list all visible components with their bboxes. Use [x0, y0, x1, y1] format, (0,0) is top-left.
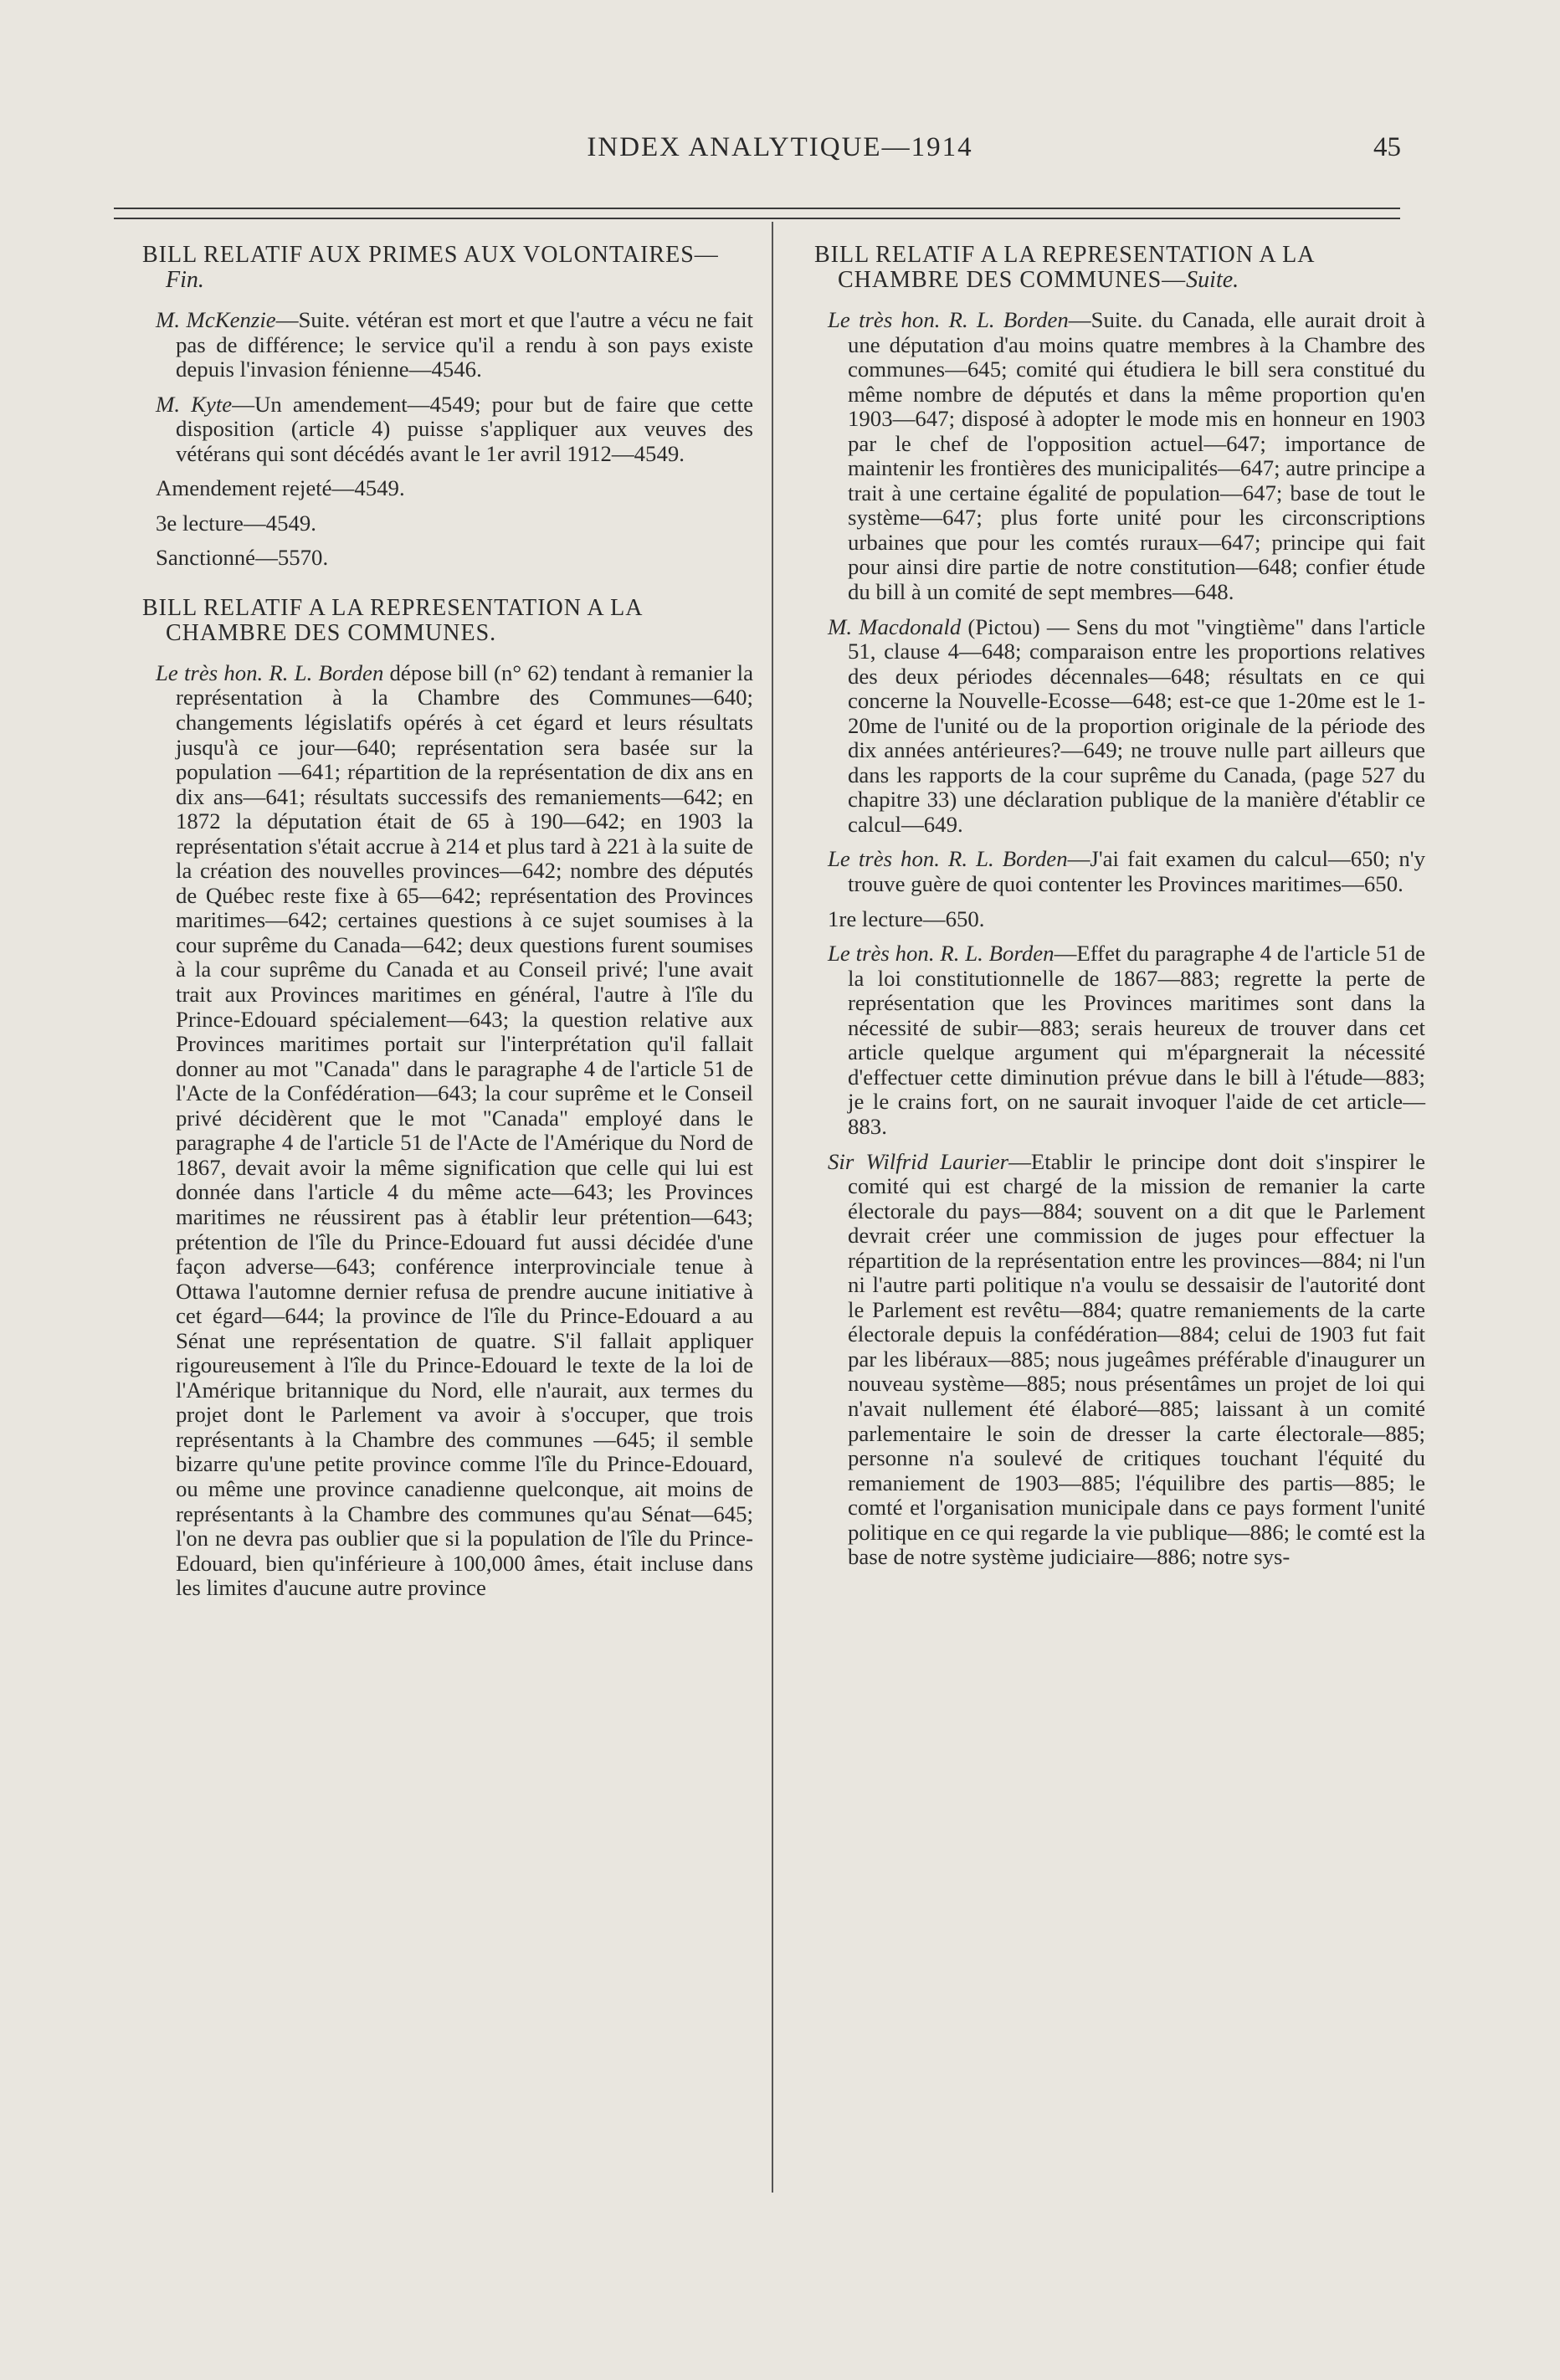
index-entry: [142, 308, 753, 382]
index-entry: [814, 308, 1425, 605]
index-entry: [814, 1150, 1425, 1570]
index-entry: [814, 615, 1425, 838]
header-rule: [114, 208, 1400, 219]
entry-text: —Effet du paragraphe 4 de l'article 51 de la loi constitutionnelle de 1867—883; regrette la perte de représentation que les Provinces maritimes sont dans la nécessité de subir—883; serais heureux de trouver dans cet article quelque argument qui m'épargnerait la nécessité d'effectuer cette diminution prévue dans le bill à l'étude—883; je le crains fort, on ne saurait invoquer l'aide de cet article—883.: [848, 941, 1425, 1139]
index-entry: [142, 476, 753, 501]
section-heading: [814, 243, 1425, 293]
left-column: [142, 243, 753, 1601]
page-number: 45: [1373, 132, 1401, 162]
speaker-name: Sir Wilfrid Laurier: [828, 1148, 1009, 1174]
entry-text: —Un amendement—4549; pour but de faire que cette disposition (article 4) puisse s'appliquer aux veuves des vétérans qui sont décédés avant le 1er avril 1912—4549.: [176, 391, 753, 466]
entry-text: 3e lecture—4549.: [156, 510, 316, 536]
speaker-name: Le très hon. R. L. Borden: [828, 941, 1055, 967]
entry-text: (Pictou) — Sens du mot "vingtième" dans l'article 51, clause 4—648; comparaison entre les proportions relatives des deux périodes décennales—648; résultats en ce qui concerne la Nouvelle-Ecosse—648; est-ce que 1-20me est le 1-20me de l'unité ou de la proportion originale de la période des dix années antérieures?—649; ne trouve nulle part ailleurs que dans les rapports de la cour suprême du Canada, (page 527 du chapitre 33) une déclaration publique de la manière d'établir ce calcul—649.: [848, 613, 1425, 837]
speaker-name: Le très hon. R. L. Borden: [156, 659, 384, 685]
running-head: [0, 132, 1560, 174]
index-entry: [142, 511, 753, 536]
section-heading: [142, 243, 753, 293]
section-heading-text: BILL RELATIF A LA REPRESENTATION A LA CHAMBRE DES COMMUNES.: [142, 594, 642, 646]
speaker-name: M. McKenzie: [156, 307, 276, 332]
entry-text: —Suite. vétéran est mort et que l'autre a vécu ne fait pas de différence; le service qu'il a rendu à son pays existe depuis l'invasion fénienne—4546.: [176, 307, 753, 382]
section-heading: [142, 596, 753, 646]
entry-text: dépose bill (n° 62) tendant à remanier la représentation à la Chambre des Communes—640; changements législatifs opérés à cet égard et leurs résultats jusqu'à ce jour—640; représentation sera basée sur la population —641; répartition de la représentation de dix ans en dix ans—641; résultats successifs des remaniements—642; en 1872 la députation était de 65 à 190—642; en 1903 la représentation s'était accrue à 214 et plus tard à 221 à la suite de la création des nouvelles provinces—642; nombre des députés de Québec reste fixe à 65—642; représentation des Provinces maritimes—642; certaines questions à ce sujet soumises à la cour suprême du Canada—642; deux questions furent soumises à la cour suprême du Canada et au Conseil privé; l'une avait trait aux Provinces maritimes en général, l'autre à l'île du Prince-Edouard spécialement—643; la question relative aux Provinces maritimes portait sur l'interprétation qu'il fallait donner au mot "Canada" dans le paragraphe 4 de l'article 51 de l'Acte de la Confédération—643; la cour suprême et le Conseil privé décidèrent que le mot "Canada" employé dans le paragraphe 4 de l'article 51 de l'Acte de l'Amérique du Nord de 1867, devait avoir la même signification que celle qui lui est donnée dans l'article 4 du même acte—643; les Provinces maritimes ne réussirent pas à établir leur prétention—643; prétention de l'île du Prince-Edouard fut aussi décidée d'une façon adverse—643; conférence interprovinciale tenue à Ottawa l'automne dernier refusa de prendre aucune initiative à cet égard—644; la province de l'île du Prince-Edouard a au Sénat une représentation de quatre. S'il fallait appliquer rigoureusement à l'île du Prince-Edouard le texte de la loi de l'Amérique britannique du Nord, elle n'aurait, aux termes du projet dont le Parlement va avoir à s'occuper, que trois représentants à la Chambre des communes —645; il semble bizarre qu'une petite province comme l'île du Prince-Edouard, ou même une province canadienne quelconque, ait moins de représentants à la Chambre des communes qu'au Sénat—645; l'on ne devra pas oublier que si la population de l'île du Prince-Edouard, bien qu'inférieure à 100,000 âmes, était incluse dans les limites d'aucune autre province: [176, 659, 753, 1601]
section-heading-continuation: Suite.: [1186, 267, 1239, 293]
section-heading-text: BILL RELATIF AUX PRIMES AUX VOLONTAIRES—: [142, 242, 719, 268]
speaker-name: Le très hon. R. L. Borden: [828, 846, 1068, 872]
index-entry: [814, 847, 1425, 896]
section-heading-continuation: Fin.: [166, 267, 204, 293]
entry-text: 1re lecture—650.: [828, 905, 985, 931]
index-entry: [142, 546, 753, 571]
entry-text: Amendement rejeté—4549.: [156, 475, 405, 501]
speaker-name: M. Macdonald: [828, 613, 962, 639]
index-entry: [142, 392, 753, 467]
column-divider: [772, 222, 773, 2193]
entry-text: —Suite. du Canada, elle aurait droit à une députation d'au moins quatre membres à la Chambre des communes—645; comité qui étudiera le bill sera constitué du même nombre de députés et dans la même proportion qu'en 1903—647; disposé à adopter le mode mis en honneur en 1903 par le chef de l'opposition actuel—647; importance de maintenir les frontières des municipalités—647; autre principe a trait à une certaine égalité de population—647; base de tout le système—647; plus forte unité pour les circonscriptions urbaines que pour les comtés ruraux—647; principe qui fait pour ainsi dire partie de notre constitution—648; confier étude du bill à un comité de sept membres—648.: [848, 307, 1425, 605]
entry-text: —J'ai fait examen du calcul—650; n'y trouve guère de quoi contenter les Provinces maritimes—650.: [848, 846, 1425, 897]
right-column: [814, 243, 1425, 1570]
index-entry: [814, 941, 1425, 1139]
speaker-name: Le très hon. R. L. Borden: [828, 307, 1069, 332]
entry-text: —Etablir le principe dont doit s'inspirer le comité qui est chargé de la mission de remanier la carte électorale du pays—884; souvent on a dit que le Parlement devrait créer une commission de juges pour effectuer la répartition de la représentation entre les provinces—884; ni l'un ni l'autre parti politique n'a voulu se dessaisir de l'autorité dont le Parlement est revêtu—884; quatre remaniements de la carte électorale depuis la confédération—884; celui de 1903 fut fait par les libéraux—885; nous jugeâmes préférable d'inaugurer un nouveau système—885; nous présentâmes un projet de loi qui n'avait nullement été élaboré—885; laissant à un comité parlementaire le soin de dresser la carte électorale—885; personne n'a soulevé de critiques touchant l'équité du remaniement de 1903—885; l'équilibre des partis—885; le comté et l'organisation municipale dans ce pays forment l'unité politique en ce qui regarde la vie publique—886; le comté est la base de notre système judiciaire—886; notre sys-: [848, 1148, 1425, 1570]
running-title: INDEX ANALYTIQUE—1914: [587, 132, 973, 162]
speaker-name: M. Kyte: [156, 391, 233, 417]
section-heading-text: BILL RELATIF A LA REPRESENTATION A LA CHAMBRE DES COMMUNES—: [814, 242, 1314, 293]
index-entry: [814, 907, 1425, 932]
entry-text: Sanctionné—5570.: [156, 545, 329, 571]
index-entry: [142, 661, 753, 1601]
